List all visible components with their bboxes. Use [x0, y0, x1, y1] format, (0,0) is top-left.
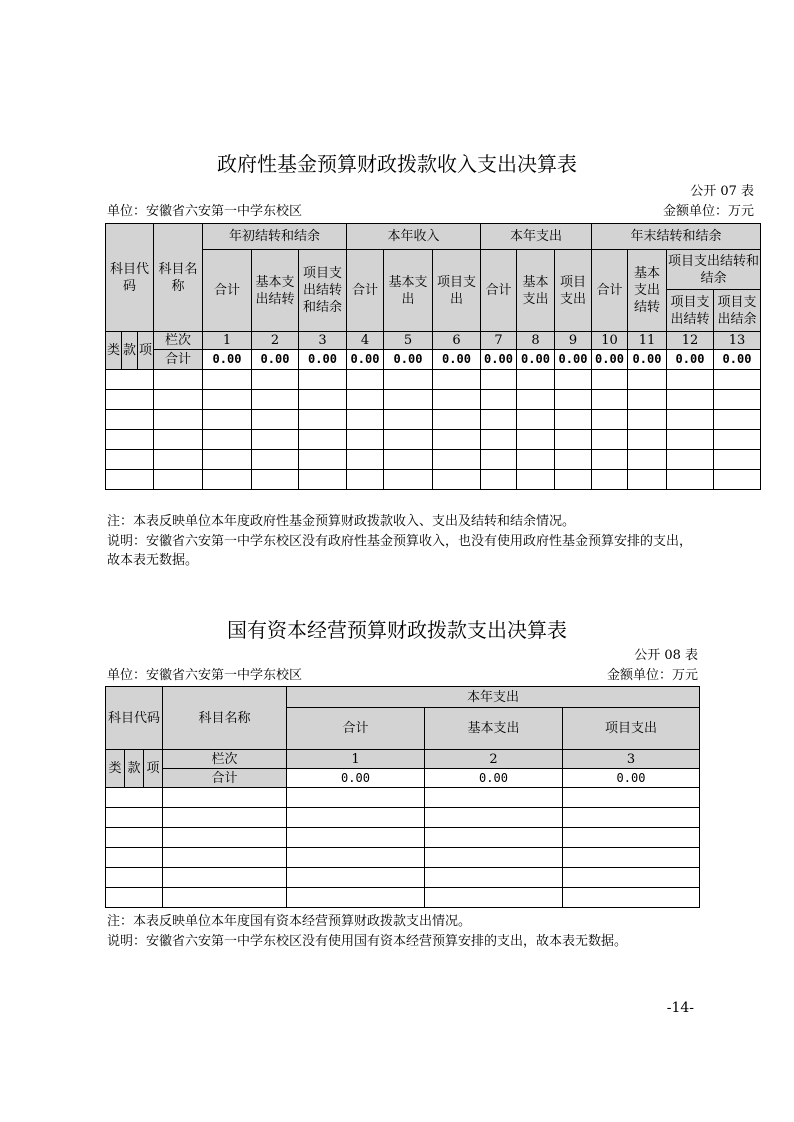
- col-num: 3: [563, 750, 700, 769]
- total-value: 0.00: [481, 350, 517, 370]
- table1-explain-line1: 说明：安徽省六安第一中学东校区没有政府性基金预算收入，也没有使用政府性基金预算安排的支出，: [107, 534, 693, 549]
- col-num: 5: [384, 332, 433, 350]
- header-lei: 类: [106, 750, 125, 788]
- header-lanci: 栏次: [154, 332, 203, 350]
- col-num: 11: [628, 332, 667, 350]
- col-num: 6: [433, 332, 481, 350]
- table-row: [106, 788, 700, 808]
- header-group-expense: 本年支出: [287, 687, 700, 708]
- total-value: 0.00: [347, 350, 384, 370]
- header-group-opening: 年初结转和结余: [203, 224, 347, 250]
- header-group-closing: 年末结转和结余: [592, 224, 761, 250]
- header-col-2: 基本支出: [425, 708, 563, 750]
- header-xiang: 项: [144, 750, 163, 788]
- col-num: 12: [667, 332, 714, 350]
- header-col-3: 项目支出结转和结余: [299, 250, 347, 332]
- table-row: [106, 370, 761, 390]
- table1-explain-line2: 故本表无数据。: [107, 553, 199, 568]
- header-name: 科目名称: [154, 224, 203, 332]
- col-num: 8: [517, 332, 555, 350]
- header-col-5: 基本支出: [384, 250, 433, 332]
- col-num: 2: [425, 750, 563, 769]
- total-value: 0.00: [563, 769, 700, 788]
- table2-note: 注：本表反映单位本年度国有资本经营预算财政拨款支出情况。: [107, 914, 472, 929]
- table2-amount-unit: 金额单位：万元: [606, 668, 698, 683]
- table-row: [106, 410, 761, 430]
- header-name: 科目名称: [163, 687, 287, 750]
- total-value: 0.00: [252, 350, 299, 370]
- header-col-1: 合计: [287, 708, 425, 750]
- col-num: 7: [481, 332, 517, 350]
- table-row: [106, 868, 700, 888]
- header-kuan: 款: [122, 332, 138, 370]
- col-num: 3: [299, 332, 347, 350]
- total-value: 0.00: [425, 769, 563, 788]
- total-value: 0.00: [517, 350, 555, 370]
- total-value: 0.00: [628, 350, 667, 370]
- total-label: 合计: [163, 769, 287, 788]
- table2-title: 国有资本经营预算财政拨款支出决算表: [227, 618, 567, 642]
- header-code: 科目代码: [106, 687, 163, 750]
- total-value: 0.00: [714, 350, 761, 370]
- table-row: [106, 430, 761, 450]
- header-group-expense: 本年支出: [481, 224, 592, 250]
- col-num: 10: [592, 332, 628, 350]
- table1-grid: [105, 223, 761, 490]
- table-row: [106, 848, 700, 868]
- table-row: [106, 470, 761, 490]
- total-value: 0.00: [287, 769, 425, 788]
- header-kuan: 款: [125, 750, 144, 788]
- total-value: 0.00: [384, 350, 433, 370]
- total-value: 0.00: [667, 350, 714, 370]
- header-col-11: 基本支出结转: [628, 250, 667, 332]
- header-lei: 类: [106, 332, 122, 370]
- table-row: [106, 888, 700, 908]
- col-num: 9: [555, 332, 592, 350]
- header-col-1: 合计: [203, 250, 252, 332]
- header-col-10: 合计: [592, 250, 628, 332]
- table-row: [106, 808, 700, 828]
- header-col-7: 合计: [481, 250, 517, 332]
- total-label: 合计: [154, 350, 203, 370]
- header-col-3: 项目支出: [563, 708, 700, 750]
- header-col-8: 基本支出: [517, 250, 555, 332]
- col-num: 13: [714, 332, 761, 350]
- table-row: [106, 450, 761, 470]
- header-col-12: 项目支出结转: [667, 290, 714, 332]
- total-value: 0.00: [555, 350, 592, 370]
- header-col-13: 项目支出结余: [714, 290, 761, 332]
- header-lanci: 栏次: [163, 750, 287, 769]
- table1-form-number: 公开 07 表: [690, 184, 754, 199]
- total-value: 0.00: [433, 350, 481, 370]
- table1-amount-unit: 金额单位：万元: [662, 204, 754, 219]
- total-value: 0.00: [592, 350, 628, 370]
- col-num: 2: [252, 332, 299, 350]
- header-col-9: 项目支出: [555, 250, 592, 332]
- table2-unit: 单位：安徽省六安第一中学东校区: [107, 668, 303, 683]
- col-num: 1: [203, 332, 252, 350]
- table1-unit: 单位：安徽省六安第一中学东校区: [107, 204, 303, 219]
- total-value: 0.00: [203, 350, 252, 370]
- header-group-income: 本年收入: [347, 224, 481, 250]
- header-col-6: 项目支出: [433, 250, 481, 332]
- header-code: 科目代码: [106, 224, 154, 332]
- table1-title: 政府性基金预算财政拨款收入支出决算表: [217, 152, 577, 176]
- table-row: [106, 828, 700, 848]
- header-col-4: 合计: [347, 250, 384, 332]
- table1-note: 注：本表反映单位本年度政府性基金预算财政拨款收入、支出及结转和结余情况。: [107, 514, 576, 529]
- header-xiang: 项: [138, 332, 154, 370]
- total-value: 0.00: [299, 350, 347, 370]
- col-num: 1: [287, 750, 425, 769]
- header-col-2: 基本支出结转: [252, 250, 299, 332]
- table2-grid: [105, 686, 700, 908]
- table2-form-number: 公开 08 表: [634, 648, 698, 663]
- header-group-project-closing: 项目支出结转和结余: [667, 250, 761, 290]
- table-row: [106, 390, 761, 410]
- page-number: -14-: [666, 1000, 694, 1016]
- table2-explain: 说明：安徽省六安第一中学东校区没有使用国有资本经营预算安排的支出，故本表无数据。: [107, 934, 628, 949]
- col-num: 4: [347, 332, 384, 350]
